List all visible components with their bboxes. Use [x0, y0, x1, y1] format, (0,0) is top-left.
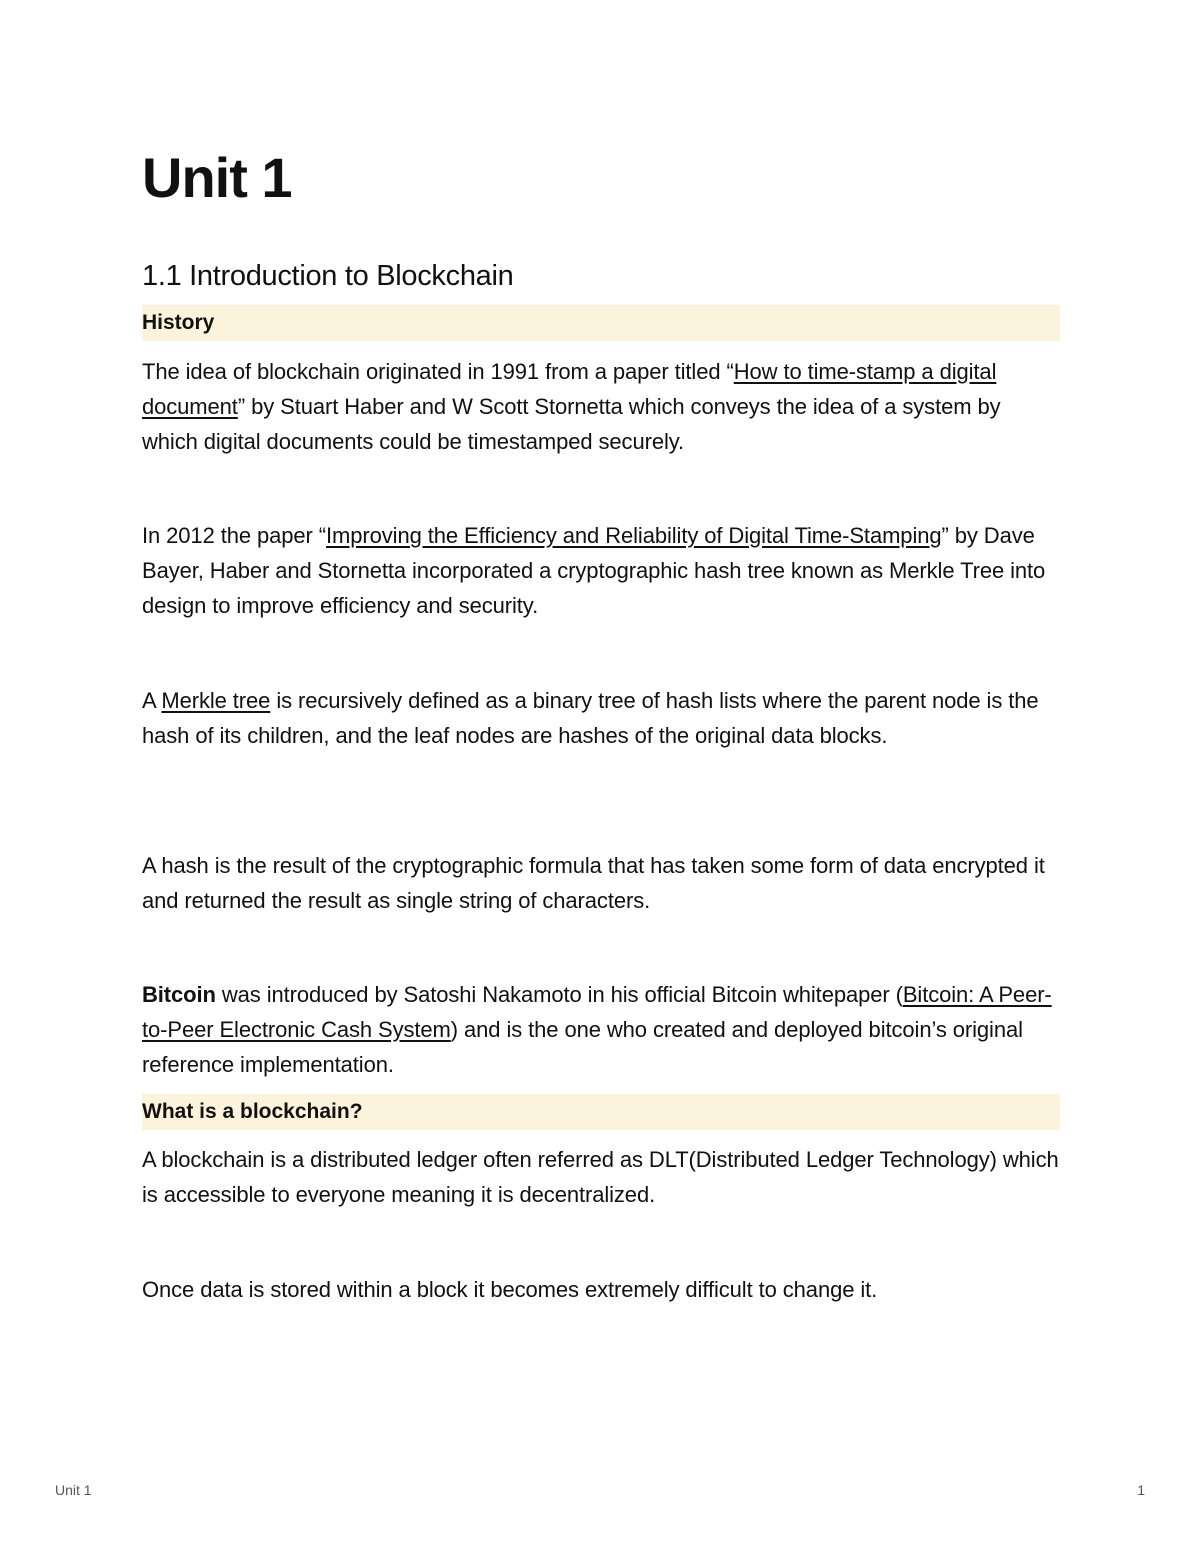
history-paragraph-4: A hash is the result of the cryptographic formula that has taken some form of data encrypted it and returned the result as single string of characters. — [142, 853, 1045, 913]
paragraph-text: ) and is the one who created and deployed bitcoin’s original reference implementation. — [142, 1017, 1023, 1077]
merkle-tree-link[interactable]: Merkle tree — [161, 688, 271, 713]
bitcoin-whitepaper-link[interactable]: Bitcoin: A Peer-to-Peer Electronic Cash System — [142, 982, 1052, 1042]
history-paragraph-3 — [142, 683, 1060, 753]
section-heading: 1.1 Introduction to Blockchain — [142, 260, 514, 292]
footer-document-title: Unit 1 — [55, 1482, 92, 1498]
paper-link-time-stamp[interactable]: How to time-stamp a digital document — [142, 359, 997, 419]
paragraph-text: was introduced by Satoshi Nakamoto in his official Bitcoin whitepaper ( — [215, 982, 903, 1007]
bitcoin-bold-term: Bitcoin — [142, 982, 216, 1007]
footer-page-number: 1 — [1137, 1482, 1145, 1498]
paper-link-improving-efficiency[interactable]: Improving the Efficiency and Reliability of Digital Time-Stamping — [326, 523, 942, 548]
paragraph-text: is recursively defined as a binary tree of hash lists where the parent node is the hash of its children, and the leaf nodes are hashes of the original data blocks. — [142, 688, 1039, 748]
what-is-callout — [142, 1094, 1060, 1130]
history-callout — [142, 305, 1060, 341]
paragraph-text: The idea of blockchain originated in 1991 from a paper titled “ — [142, 359, 734, 384]
paragraph-text: ” by Stuart Haber and W Scott Stornetta which conveys the idea of a system by which digital documents could be timestamped securely. — [142, 394, 1001, 454]
history-paragraph-1 — [142, 354, 1060, 459]
page-title: Unit 1 — [142, 146, 292, 209]
paragraph-text: ” by Dave Bayer, Haber and Stornetta incorporated a cryptographic hash tree known as Merkle Tree into design to improve efficiency and security. — [142, 523, 1046, 618]
history-paragraph-2 — [142, 518, 1060, 623]
paragraph-text: In 2012 the paper “ — [142, 523, 327, 548]
what-is-paragraph-1: A blockchain is a distributed ledger often referred as DLT(Distributed Ledger Technology) which is accessible to everyone meaning it is decentralized. — [142, 1147, 1059, 1207]
what-is-paragraph-2: Once data is stored within a block it becomes extremely difficult to change it. — [142, 1277, 878, 1302]
history-heading: History — [142, 311, 215, 334]
what-is-heading: What is a blockchain? — [142, 1100, 363, 1123]
paragraph-text: A — [142, 688, 162, 713]
history-paragraph-5 — [142, 977, 1060, 1082]
